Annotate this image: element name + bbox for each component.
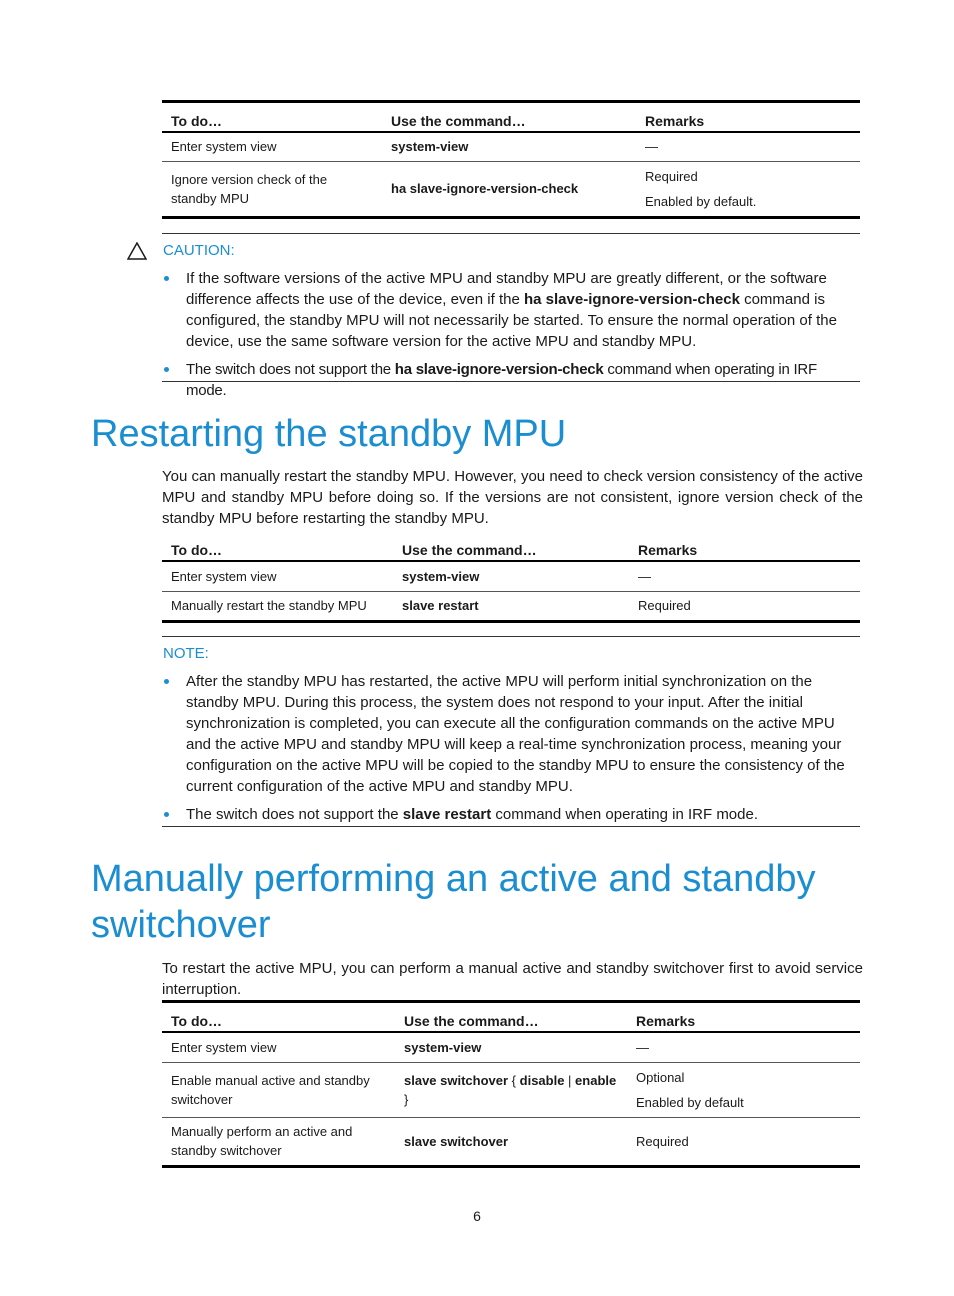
command-keyword: disable (519, 1072, 565, 1088)
text-run: command when operating in IRF mode. (186, 361, 817, 399)
syntax-symbol: } (404, 1091, 409, 1107)
table-row (162, 1032, 860, 1062)
remarks-cell (627, 1062, 860, 1117)
section-intro: To restart the active MPU, you can perform a manual active and standby switchover first to avoid service interruption. (162, 960, 863, 998)
column-header: Use the command… (395, 1002, 627, 1033)
command-cell: system-view (382, 132, 636, 161)
command-keyword: slave restart (402, 806, 492, 823)
command-cell: slave restart (393, 591, 629, 621)
page-number: 6 (473, 1208, 481, 1224)
column-header: Remarks (629, 532, 860, 561)
text-run: command is configured, the standby MPU will not necessarily be started. To ensure the normal operation of the device, use the same software version for the active MPU and standby MPU. (186, 291, 837, 350)
remarks-cell: — (636, 132, 860, 161)
heading-line: Manually performing an active and standby (91, 858, 816, 900)
todo-cell: Ignore version check of the standby MPU (162, 161, 382, 217)
todo-cell: Enter system view (162, 561, 393, 591)
text-run: command when operating in IRF mode. (491, 806, 759, 823)
command-table-switchover (162, 1000, 860, 1168)
text-run: The switch does not support the (186, 361, 395, 378)
command-cell (395, 1062, 627, 1117)
table-row (162, 561, 860, 591)
remarks-cell (636, 161, 860, 217)
command-table-restart (162, 532, 860, 623)
todo-cell: Enable manual active and standby switchover (162, 1062, 395, 1117)
remarks-line: Optional (636, 1069, 685, 1085)
remarks-line: Enabled by default. (645, 193, 757, 209)
remarks-line: Required (645, 168, 698, 184)
list-item (162, 268, 860, 352)
column-header: Remarks (627, 1002, 860, 1033)
remarks-cell: — (629, 561, 860, 591)
column-header: Use the command… (382, 102, 636, 133)
warning-triangle-icon (127, 242, 147, 260)
table-row (162, 132, 860, 161)
remarks-cell: Required (627, 1117, 860, 1166)
note-list (162, 671, 860, 832)
remarks-cell: Required (629, 591, 860, 621)
section-heading: Restarting the standby MPU (91, 413, 567, 455)
column-header: Remarks (636, 102, 860, 133)
command-keyword: ha slave-ignore-version-check (524, 291, 740, 308)
column-header: To do… (162, 102, 382, 133)
column-header: To do… (162, 1002, 395, 1033)
bullet-icon (164, 679, 169, 684)
column-header: To do… (162, 532, 393, 561)
text-run: If the software versions of the active MPU and standby MPU are greatly different, or the software difference affects the use of the device, even if the (186, 270, 827, 308)
syntax-symbol: { (508, 1072, 520, 1088)
table-header-row (162, 532, 860, 561)
todo-cell: Enter system view (162, 132, 382, 161)
list-item (162, 671, 860, 797)
command-keyword: enable (575, 1072, 617, 1088)
section-heading (91, 856, 816, 948)
command-cell: ha slave-ignore-version-check (382, 161, 636, 217)
command-cell: system-view (393, 561, 629, 591)
note-label: NOTE: (163, 645, 209, 662)
list-item (162, 804, 860, 825)
heading-line: switchover (91, 904, 271, 946)
table-header-row (162, 1002, 860, 1033)
remarks-cell: — (627, 1032, 860, 1062)
todo-cell: Enter system view (162, 1032, 395, 1062)
bullet-icon (164, 812, 169, 817)
table-header-row (162, 102, 860, 133)
caution-label: CAUTION: (163, 242, 235, 259)
command-keyword: ha slave-ignore-version-check (394, 361, 604, 378)
command-keyword: slave switchover (404, 1072, 509, 1088)
caution-list (162, 268, 860, 408)
bullet-icon (164, 367, 169, 372)
column-header: Use the command… (393, 532, 629, 561)
command-table-version-check (162, 100, 860, 219)
list-item (162, 359, 860, 401)
table-row (162, 161, 860, 217)
section-intro: You can manually restart the standby MPU. However, you need to check version consistency of the active MPU and standby MPU before doing so. If the versions are not consistent, ignore version check of the standby MPU before restarting the standby MPU. (162, 468, 863, 527)
text-run: After the standby MPU has restarted, the active MPU will perform initial synchronization on the standby MPU. During this process, the system does not respond to your input. After the initial synchronization is completed, you can execute all the configuration commands on the active MPU and the active MPU and standby MPU will keep a real-time synchronization process, meaning your configuration on the active MPU will be copied to the standby MPU to ensure the consistency of the current configuration of the active MPU and standby MPU. (186, 673, 845, 795)
table-row (162, 1062, 860, 1117)
syntax-symbol: | (564, 1072, 576, 1088)
remarks-line: Enabled by default (636, 1094, 744, 1110)
command-cell: system-view (395, 1032, 627, 1062)
table-row (162, 591, 860, 621)
text-run: The switch does not support the (186, 806, 403, 823)
todo-cell: Manually restart the standby MPU (162, 591, 393, 621)
bullet-icon (164, 276, 169, 281)
table-row (162, 1117, 860, 1166)
todo-cell: Manually perform an active and standby switchover (162, 1117, 395, 1166)
command-cell: slave switchover (395, 1117, 627, 1166)
